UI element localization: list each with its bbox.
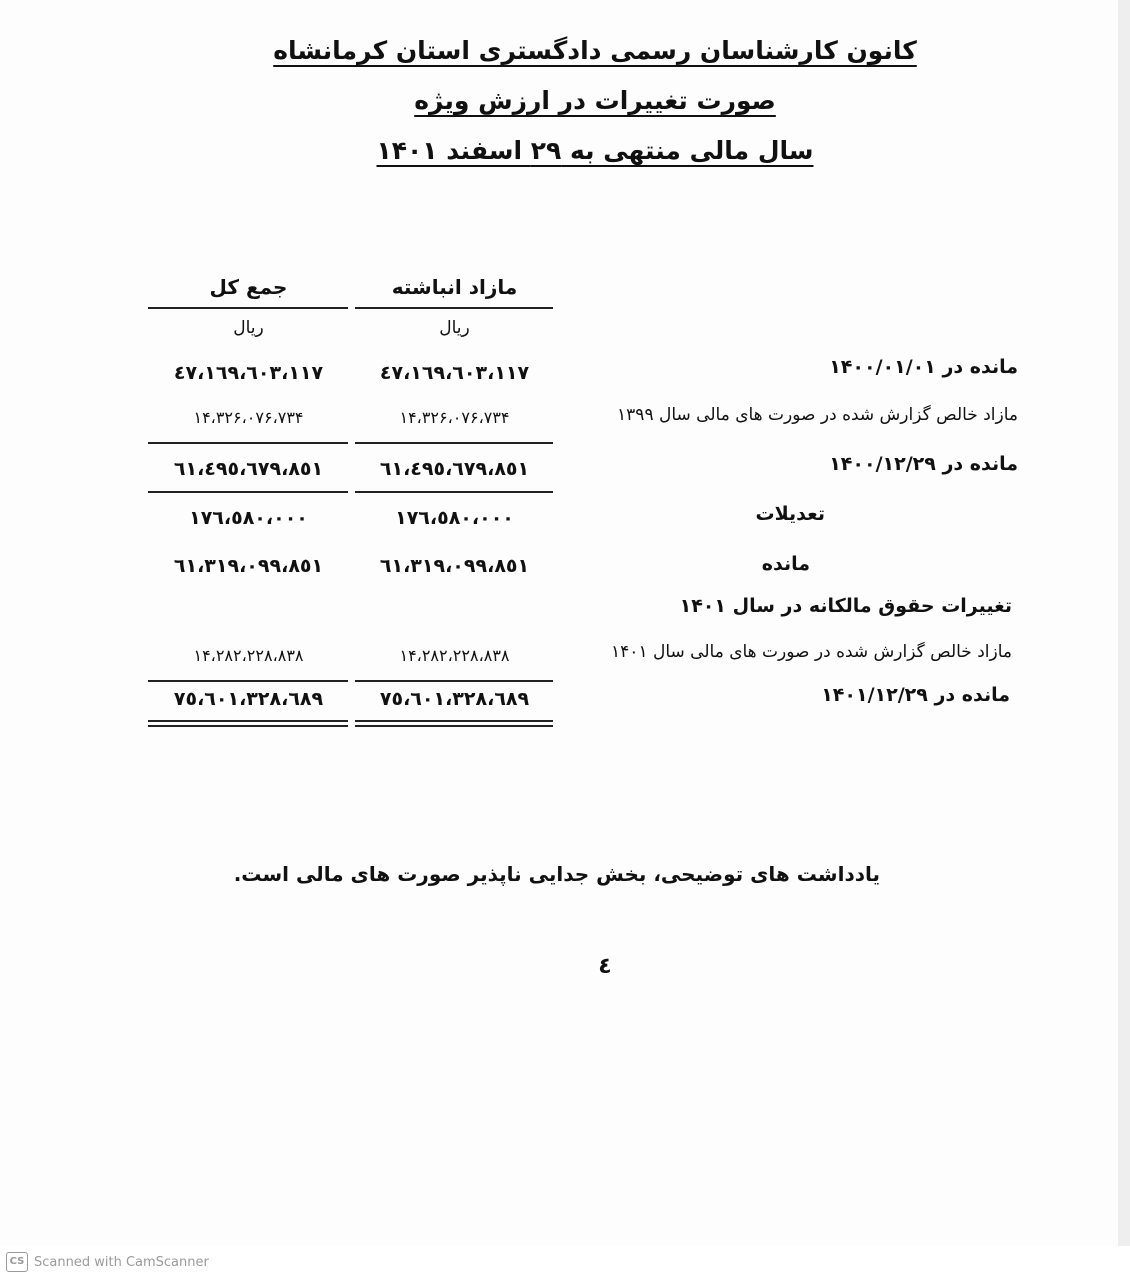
row-label: مانده در ۱۴۰۰/۱۲/۲۹	[829, 453, 1018, 475]
period-title: سال مالی منتهی به ۲۹ اسفند ۱۴۰۱	[376, 136, 814, 165]
subtotal-rule	[148, 491, 348, 493]
cell-accumulated: ١٧٦،٥٨٠،٠٠٠	[395, 507, 514, 529]
cell-accumulated: ۱۴،۲۸۲،۲۲۸،۸۳۸	[399, 646, 510, 665]
cell-total: ٦١،٤٩٥،٦٧٩،٨٥١	[173, 458, 324, 480]
cell-total: ٤٧،١٦٩،٦٠٣،١١٧	[173, 362, 324, 384]
page-edge	[1118, 0, 1130, 1246]
column-header-rule	[355, 307, 553, 309]
cell-total: ٧٥،٦٠١،٣٢٨،٦٨٩	[173, 688, 324, 710]
cell-accumulated: ٦١،٤٩٥،٦٧٩،٨٥١	[379, 458, 530, 480]
column-header-accumulated: مازاد انباشته	[391, 275, 518, 299]
subtotal-rule	[355, 442, 553, 444]
unit-label: ریال	[233, 318, 264, 338]
cell-total: ۱۴،۲۸۲،۲۲۸،۸۳۸	[193, 646, 304, 665]
camscanner-logo-icon: CS	[6, 1252, 28, 1272]
row-label: مازاد خالص گزارش شده در صورت های مالی سال ۱۳۹۹	[617, 405, 1018, 425]
org-title: کانون کارشناسان رسمی دادگستری استان کرمانشاه	[273, 36, 917, 65]
section-heading: تغییرات حقوق مالکانه در سال ۱۴۰۱	[679, 595, 1012, 617]
statement-title: صورت تغییرات در ارزش ویژه	[414, 86, 776, 115]
cell-total: ١٧٦،٥٨٠،٠٠٠	[189, 507, 308, 529]
total-double-rule	[148, 725, 348, 727]
unit-label: ریال	[439, 318, 470, 338]
column-header-rule	[148, 307, 348, 309]
row-label: مانده در ۱۴۰۰/۰۱/۰۱	[829, 356, 1018, 378]
page-number: ٤	[598, 954, 612, 979]
total-double-rule	[355, 725, 553, 727]
subtotal-rule	[355, 491, 553, 493]
cell-total: ۱۴،۳۲۶،۰۷۶،۷۳۴	[193, 408, 304, 427]
subtotal-rule	[148, 442, 348, 444]
row-label: مانده در ۱۴۰۱/۱۲/۲۹	[821, 684, 1010, 706]
watermark-text: Scanned with CamScanner	[34, 1254, 209, 1270]
subtotal-rule	[148, 680, 348, 682]
row-label: مازاد خالص گزارش شده در صورت های مالی سال ۱۴۰۱	[611, 642, 1012, 662]
cell-accumulated: ۱۴،۳۲۶،۰۷۶،۷۳۴	[399, 408, 510, 427]
cell-accumulated: ٤٧،١٦٩،٦٠٣،١١٧	[379, 362, 530, 384]
cell-accumulated: ٦١،٣١٩،٠٩٩،٨٥١	[379, 555, 530, 577]
row-label: مانده	[761, 553, 810, 575]
row-label: تعدیلات	[755, 503, 825, 525]
subtotal-rule	[355, 680, 553, 682]
explanatory-note: یادداشت های توضیحی، بخش جدایی ناپذیر صورت های مالی است.	[233, 862, 880, 886]
camscanner-watermark	[6, 1252, 209, 1272]
cell-total: ٦١،٣١٩،٠٩٩،٨٥١	[173, 555, 324, 577]
column-header-total: جمع کل	[209, 275, 288, 299]
total-double-rule	[355, 720, 553, 722]
total-double-rule	[148, 720, 348, 722]
cell-accumulated: ٧٥،٦٠١،٣٢٨،٦٨٩	[379, 688, 530, 710]
